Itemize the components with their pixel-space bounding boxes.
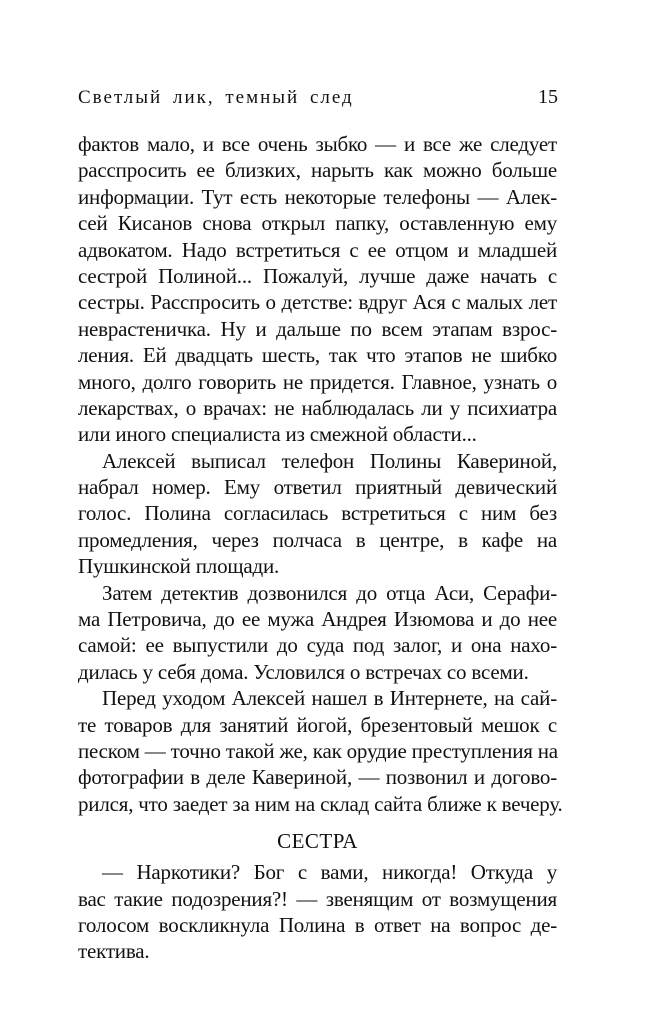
- text-line: — Наркотики? Бог с вами, никогда! Откуда у: [102, 860, 557, 885]
- section-heading: СЕСТРА: [277, 829, 358, 854]
- text-line: Алексей выписал телефон Полины Кавериной,: [102, 448, 557, 473]
- text-line: Пушкинской площади.: [78, 554, 280, 579]
- text-line: Перед уходом Алексей нашел в Интернете, на сай-: [102, 686, 557, 711]
- text-line: ления. Ей двадцать шесть, так что этапов не шибко: [78, 343, 557, 368]
- text-line: голос. Полина согласилась встретиться с ним без: [78, 501, 557, 526]
- text-line: фотографии в деле Кавериной, — позвонил и догово-: [78, 765, 557, 790]
- text-line: фактов мало, и все очень зыбко — и все же следует: [78, 132, 557, 156]
- text-line: набрал номер. Ему ответил приятный девический: [78, 475, 557, 500]
- text-line: самой: ее выпустили до суда под залог, и она нахо-: [78, 633, 557, 658]
- running-title: Светлый лик, темный след: [78, 87, 354, 108]
- text-line: сестры. Расспросить о детстве: вдруг Ася с малых лет: [78, 290, 557, 315]
- text-line: неврастеничка. Ну и дальше по всем этапам взрос-: [78, 316, 557, 341]
- text-line: Затем детектив дозвонился до отца Аси, Серафи-: [102, 580, 557, 605]
- text-line: лекарствах, о врачах: не наблюдалась ли у психиатра: [78, 395, 557, 420]
- paragraph: [78, 685, 563, 817]
- text-line: вас такие подозрения?! — звенящим от возмущения: [78, 886, 557, 911]
- text-line: много, долго говорить не придется. Главное, узнать о: [78, 369, 557, 394]
- text-line: песком — точно такой же, как орудие преступления на: [78, 738, 558, 763]
- body-text: [78, 131, 563, 965]
- text-line: голосом воскликнула Полина в ответ на вопрос де-: [78, 912, 557, 937]
- paragraph: [78, 131, 557, 448]
- text-line: или иного специалиста из смежной области...: [78, 422, 477, 447]
- running-head: [78, 86, 558, 114]
- text-line: расспросить ее близких, нарыть как можно больше: [78, 158, 557, 183]
- text-line: рился, что заедет за ним на склад сайта ближе к вечеру.: [78, 791, 563, 816]
- text-line: тектива.: [78, 939, 150, 964]
- text-line: ма Петровича, до ее мужа Андрея Изюмова и до нее: [78, 607, 557, 632]
- text-line: те товаров для занятий йогой, брезентовый мешок с: [78, 712, 557, 737]
- text-line: адвокатом. Надо встретиться с ее отцом и младшей: [78, 237, 557, 262]
- text-line: сестрой Полиной... Пожалуй, лучше даже начать с: [78, 263, 557, 288]
- text-line: дилась у себя дома. Условился о встречах со всеми.: [78, 659, 529, 684]
- text-line: сей Кисанов снова открыл папку, оставленную ему: [78, 211, 557, 236]
- text-line: информации. Тут есть некоторые телефоны — Алек-: [78, 184, 557, 209]
- page-number: 15: [538, 86, 558, 108]
- text-line: промедления, через полчаса в центре, в кафе на: [78, 527, 557, 552]
- paragraph: [78, 448, 557, 580]
- paragraph: [78, 580, 557, 686]
- paragraph: [78, 859, 557, 965]
